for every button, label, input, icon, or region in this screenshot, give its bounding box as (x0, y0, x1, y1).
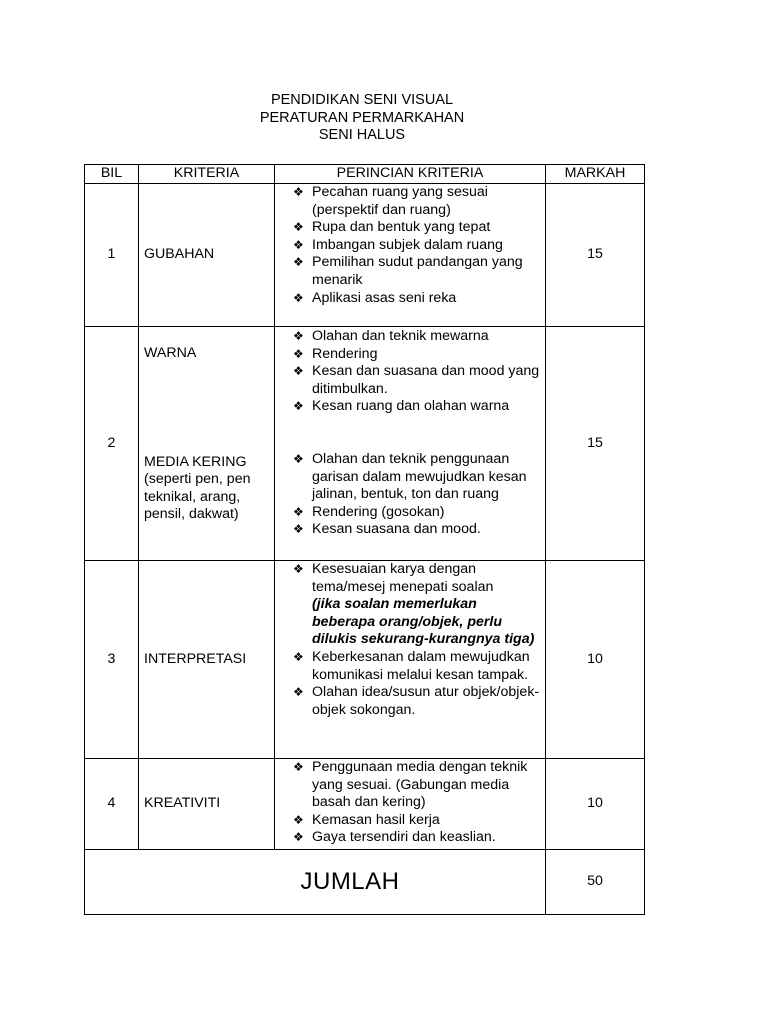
table-header-row (85, 165, 645, 184)
criteria-name: INTERPRETASI (139, 561, 275, 759)
list-item: ❖ Kesan ruang dan olahan warna (293, 398, 541, 416)
list-item: ❖ Olahan dan teknik mewarna (293, 328, 541, 346)
table-row (85, 561, 645, 759)
row-number: 1 (85, 184, 139, 327)
header-markah: MARKAH (546, 165, 645, 184)
title-line-3: SENI HALUS (318, 127, 406, 143)
list-item: ❖ Penggunaan media dengan teknik yang sesuai. (Gabungan media basah dan kering) (293, 759, 541, 812)
document-title (84, 92, 640, 145)
total-value: 50 (546, 850, 645, 915)
criteria-mark: 15 (546, 184, 645, 327)
list-item: ❖ Gaya tersendiri dan keaslian. (293, 829, 541, 847)
criteria-details (275, 184, 546, 327)
total-label: JUMLAH (85, 850, 546, 915)
header-perincian: PERINCIAN KRITERIA (275, 165, 546, 184)
list-item: ❖ Imbangan subjek dalam ruang (293, 237, 541, 255)
list-item: ❖ Olahan dan teknik penggunaan garisan dalam mewujudkan kesan jalinan, bentuk, ton dan ruang (293, 451, 541, 504)
list-item: ❖ Kesan dan suasana dan mood yang ditimbulkan. (293, 363, 541, 398)
criteria-name: KREATIVITI (139, 759, 275, 850)
row-number: 3 (85, 561, 139, 759)
table-row (85, 327, 645, 561)
list-item (293, 561, 541, 649)
list-item: ❖ Rupa dan bentuk yang tepat (293, 219, 541, 237)
list-item: ❖ Keberkesanan dalam mewujudkan komunikasi melalui kesan tampak. (293, 649, 541, 684)
list-item: ❖ Kemasan hasil kerja (293, 812, 541, 830)
list-item: ❖ Olahan idea/susun atur objek/objek-objek sokongan. (293, 684, 541, 719)
header-kriteria: KRITERIA (139, 165, 275, 184)
scoring-table (84, 164, 645, 915)
title-line-1: PENDIDIKAN SENI VISUAL (270, 92, 454, 108)
criteria-mark: 10 (546, 759, 645, 850)
row-number: 2 (85, 327, 139, 561)
row-number: 4 (85, 759, 139, 850)
criteria-mark: 10 (546, 561, 645, 759)
header-bil: BIL (85, 165, 139, 184)
total-row (85, 850, 645, 915)
table-row (85, 759, 645, 850)
list-item-text: Kesesuaian karya dengan tema/mesej menepati soalan (312, 561, 494, 595)
criteria-details (275, 561, 546, 759)
list-item: ❖ Pemilihan sudut pandangan yang menarik (293, 254, 541, 289)
list-item: ❖ Rendering (gosokan) (293, 504, 541, 522)
title-line-2: PERATURAN PERMARKAHAN (259, 109, 465, 126)
criteria-warna: WARNA (144, 345, 197, 361)
list-item: ❖ Kesan suasana dan mood. (293, 521, 541, 539)
list-item: ❖ Aplikasi asas seni reka (293, 290, 541, 308)
criteria-name (139, 327, 275, 561)
table-row (85, 184, 645, 327)
criteria-details (275, 759, 546, 850)
list-item: ❖ Rendering (293, 346, 541, 364)
criteria-note: (jika soalan memerlukan beberapa orang/objek, perlu dilukis sekurang-kurangnya tiga) (312, 596, 535, 648)
criteria-name: GUBAHAN (139, 184, 275, 327)
criteria-media-kering: MEDIA KERING (144, 453, 247, 470)
criteria-details (275, 327, 546, 561)
list-item: ❖ Pecahan ruang yang sesuai (perspektif dan ruang) (293, 184, 541, 219)
criteria-mark: 15 (546, 327, 645, 561)
criteria-media-note: (seperti pen, pen teknikal, arang, pensil, dakwat) (144, 471, 251, 523)
